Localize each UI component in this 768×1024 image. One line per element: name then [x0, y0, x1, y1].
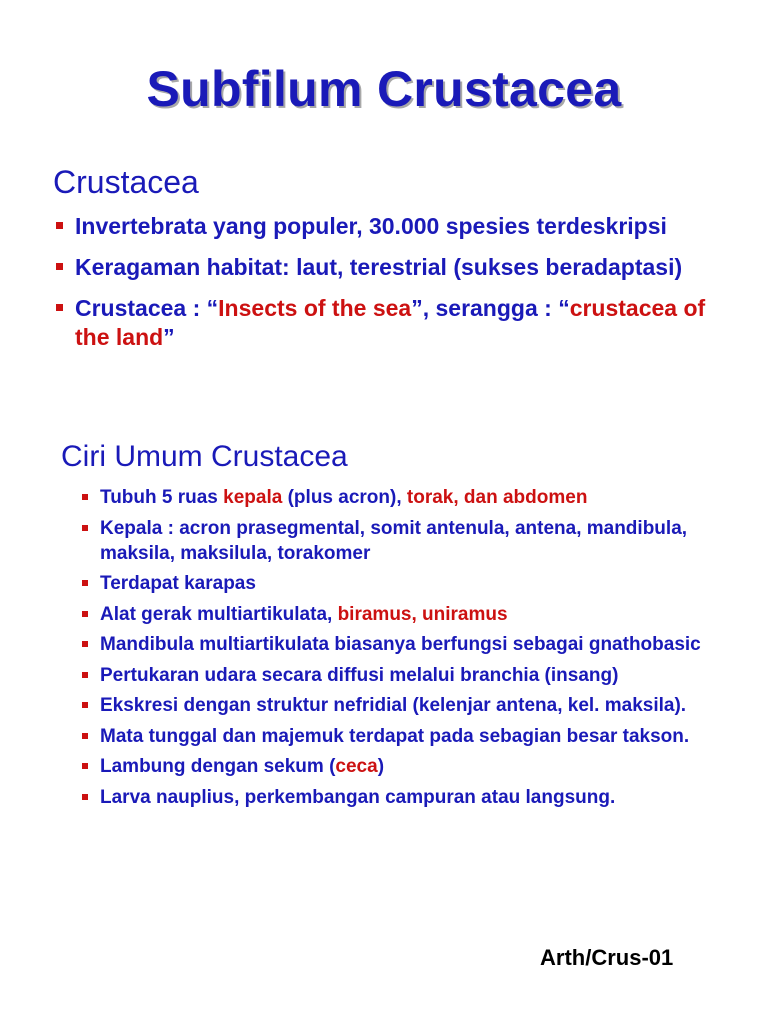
list-item: Keragaman habitat: laut, terestrial (sukses beradaptasi): [55, 253, 715, 282]
highlight-text: crustacea of the land: [75, 295, 706, 350]
highlight-text: ceca: [335, 756, 378, 777]
square-bullet-icon: [82, 672, 88, 678]
list-item: Invertebrata yang populer, 30.000 spesies terdeskripsi: [55, 212, 715, 241]
list-item: Kepala : acron prasegmental, somit antenula, antena, mandibula, maksila, maksilula, torakomer: [80, 516, 720, 566]
crustacea-bullet-list: [55, 212, 715, 364]
list-item: Ekskresi dengan struktur nefridial (kelenjar antena, kel. maksila).: [80, 693, 720, 718]
square-bullet-icon: [82, 763, 88, 769]
characteristics-bullet-list: [80, 485, 720, 815]
square-bullet-icon: [82, 525, 88, 531]
list-item: Mandibula multiartikulata biasanya berfungsi sebagai gnathobasic: [80, 632, 720, 657]
slide-title: Subfilum Crustacea: [146, 61, 622, 117]
square-bullet-icon: [82, 794, 88, 800]
square-bullet-icon: [82, 494, 88, 500]
square-bullet-icon: [56, 222, 63, 229]
highlight-text: torak, dan abdomen: [406, 487, 588, 508]
list-item: Mata tunggal dan majemuk terdapat pada sebagian besar takson.: [80, 724, 720, 749]
list-item: Pertukaran udara secara diffusi melalui branchia (insang): [80, 663, 720, 688]
highlight-text: Insects of the sea: [218, 295, 412, 321]
square-bullet-icon: [82, 580, 88, 586]
section-heading-crustacea: Crustacea: [53, 164, 199, 200]
list-item: Larva nauplius, perkembangan campuran atau langsung.: [80, 785, 720, 810]
list-item: Terdapat karapas: [80, 571, 720, 596]
list-item: Alat gerak multiartikulata, biramus, uniramus: [80, 602, 720, 627]
square-bullet-icon: [82, 611, 88, 617]
highlight-text: biramus, uniramus: [337, 603, 508, 625]
slide-footer-code: Arth/Crus-01: [540, 945, 674, 970]
square-bullet-icon: [56, 263, 63, 270]
section-heading-ciri-umum: Ciri Umum Crustacea: [61, 440, 348, 473]
highlight-text: kepala: [223, 487, 283, 508]
square-bullet-icon: [56, 304, 63, 311]
list-item: Lambung dengan sekum (ceca): [80, 754, 720, 779]
list-item: Tubuh 5 ruas kepala (plus acron), torak, dan abdomen: [80, 485, 720, 510]
square-bullet-icon: [82, 641, 88, 647]
square-bullet-icon: [82, 702, 88, 708]
list-item: Crustacea : “Insects of the sea”, serangga : “crustacea of the land”: [55, 294, 715, 352]
square-bullet-icon: [82, 733, 88, 739]
